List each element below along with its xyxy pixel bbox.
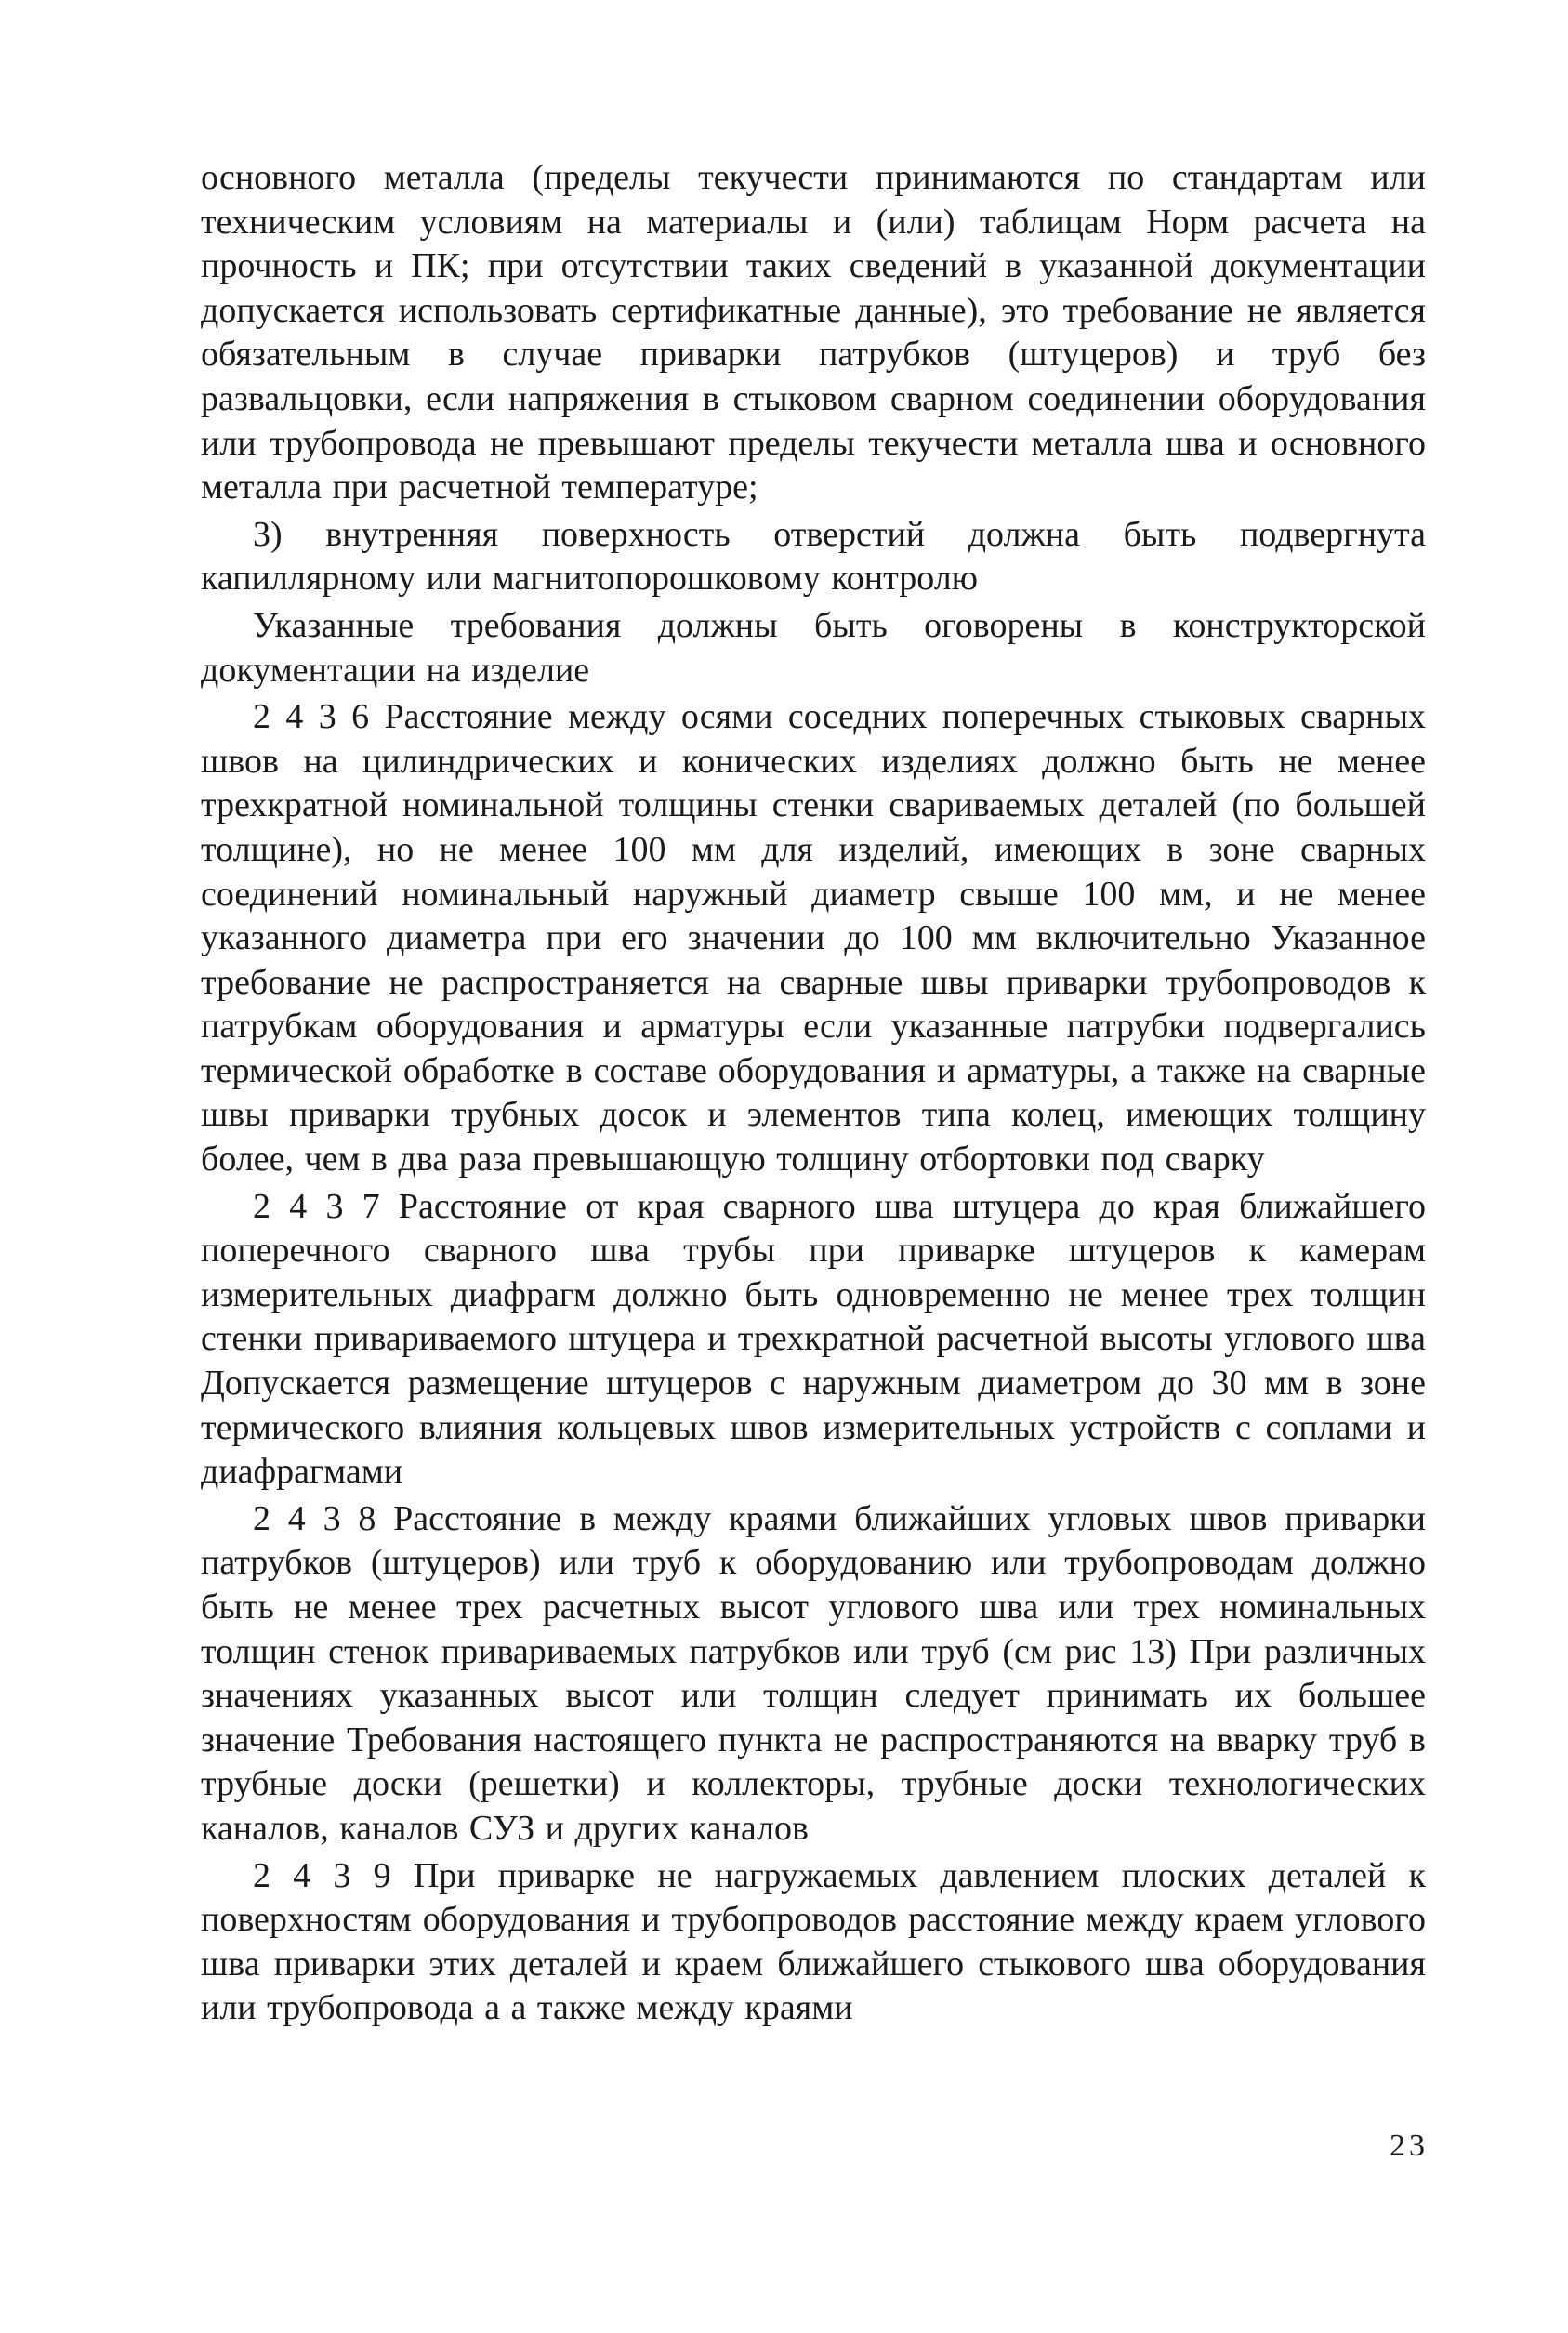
clause-2438: 2 4 3 8 Расстояние в между краями ближайших угловых швов приварки патрубков (штуцеров) или труб к оборудованию или трубопроводам должно быть не менее трех расчетных высот углового шва или трех номинальных толщин стенок привариваемых патрубков или труб (см рис 13) При различных значениях указанных высот или толщин следует принимать их большее значение Требования настоящего пункта не распространяются на вварку труб в трубные доски (решетки) и коллекторы, трубные доски технологических каналов, каналов СУЗ и других каналов bbox=[201, 1498, 1426, 1848]
clause-2439: 2 4 3 9 При приварке не нагружаемых давлением плоских деталей к поверхностям оборудования и трубопроводов расстояние между краем углового шва приварки этих деталей и краем ближайшего стыкового шва оборудования или трубопровода а а также между краями bbox=[201, 1855, 1426, 2028]
list-item-3: 3) внутренняя поверхность отверстий должна быть подвергнута капиллярному или магнитопорошковому контролю bbox=[201, 514, 1426, 599]
clause-2437: 2 4 3 7 Расстояние от края сварного шва штуцера до края ближайшего поперечного сварного шва трубы при приварке штуцеров к камерам измерительных диафрагм должно быть одновременно не менее трех толщин стенки привариваемого штуцера и трехкратной расчетной высоты углового шва Допускается размещение штуцеров с наружным диаметром до 30 мм в зоне термического влияния кольцевых швов измерительных устройств с соплами и диафрагмами bbox=[201, 1186, 1426, 1492]
paragraph-continuation: основного металла (пределы текучести принимаются по стандартам или техническим условиям на материалы и (или) таблицам Норм расчета на прочность и ПК; при отсутствии таких сведений в указанной документации допускается использовать сертификатные данные), это требование не является обязательным в случае приварки патрубков (штуцеров) и труб без развальцовки, если напряжения в стыковом сварном соединении оборудования или трубопровода не превышают пределы текучести металла шва и основного металла при расчетной температуре; bbox=[201, 158, 1426, 507]
clause-2436: 2 4 3 6 Расстояние между осями соседних поперечных стыковых сварных швов на цилиндрических и конических изделиях должно быть не менее трехкратной номинальной толщины стенки свариваемых деталей (по большей толщине), но не менее 100 мм для изделий, имеющих в зоне сварных соединений номинальный наружный диаметр свыше 100 мм, и не менее указанного диаметра при его значении до 100 мм включительно Указанное требование не распространяется на сварные швы приварки трубопроводов к патрубкам оборудования и арматуры если указанные патрубки подвергались термической обработке в составе оборудования и арматуры, а также на сварные швы приварки трубных досок и элементов типа колец, имеющих толщину более, чем в два раза превышающую толщину отбортовки под сварку bbox=[201, 697, 1426, 1180]
body-text bbox=[201, 156, 1426, 2034]
paragraph-requirements-note: Указанные требования должны быть оговорены в конструкторской документации на изделие bbox=[201, 605, 1426, 690]
page-number: 23 bbox=[1390, 2129, 1429, 2163]
